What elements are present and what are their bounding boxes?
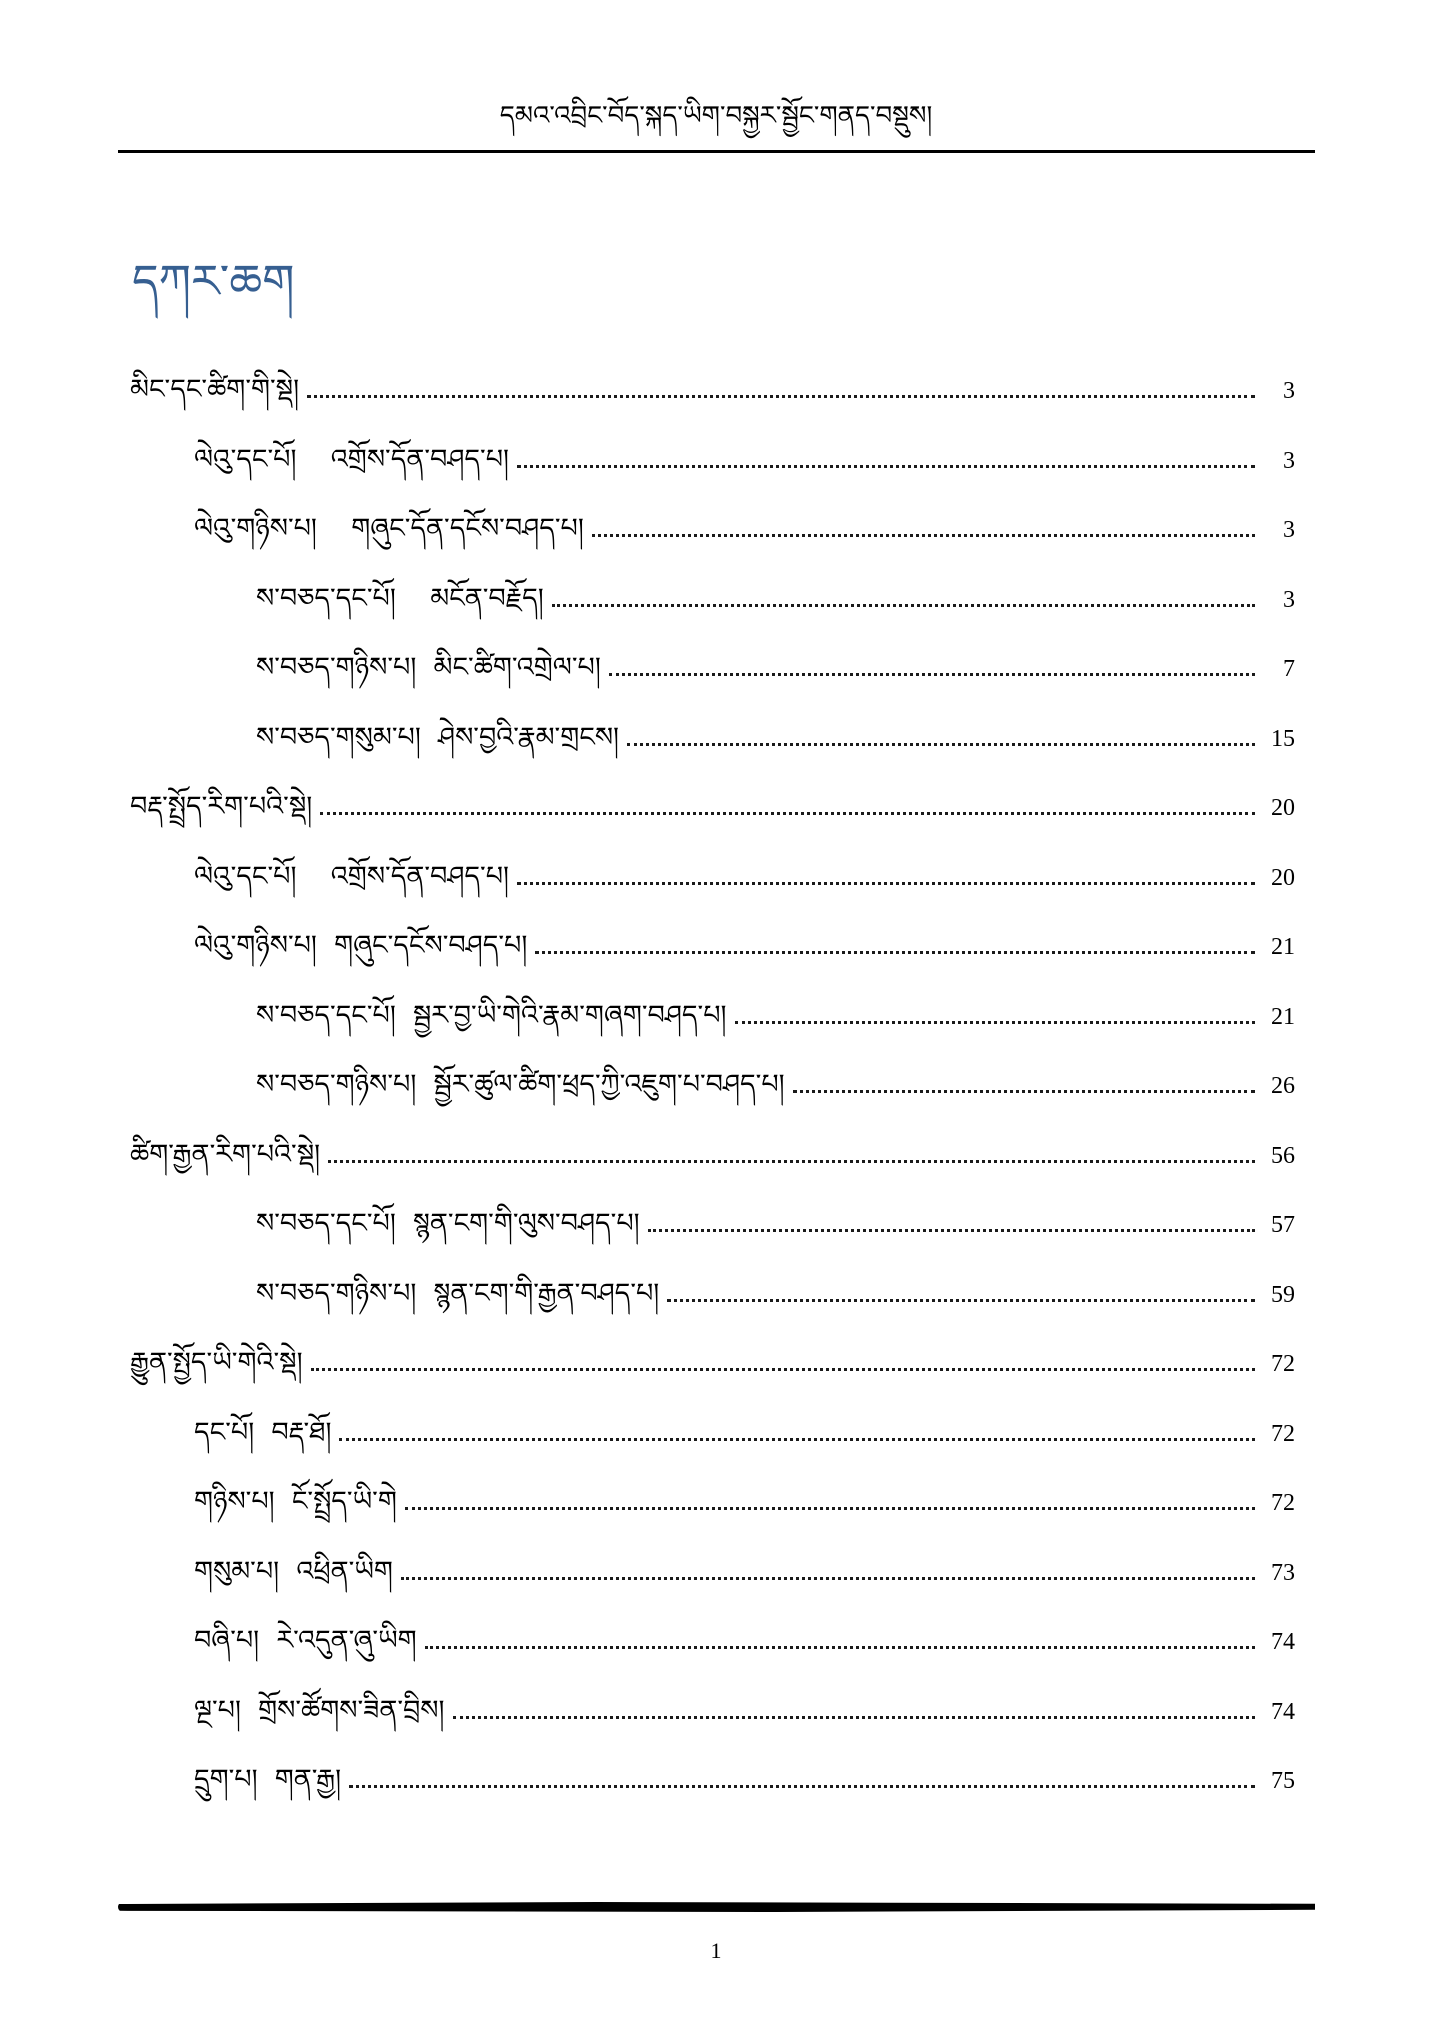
toc-entry[interactable] <box>130 998 1295 1068</box>
toc-page-number: 75 <box>1271 1768 1295 1794</box>
toc-entry[interactable] <box>130 1484 1295 1554</box>
toc-leader-dots <box>648 1228 1255 1232</box>
toc-entry[interactable] <box>130 1762 1295 1832</box>
toc-entry-label: གཉིས་པ། ངོ་སྤྲོད་ཡི་གེ <box>194 1486 397 1517</box>
header-rule-divider <box>118 150 1315 153</box>
toc-entry[interactable] <box>130 581 1295 651</box>
toc-page-number: 3 <box>1283 378 1295 404</box>
toc-entry[interactable] <box>130 859 1295 929</box>
toc-entry-label: ས་བཅད་གཉིས་པ། མིང་ཚིག་འགྲེལ་པ། <box>256 652 601 683</box>
toc-entry-label: ལྔ་པ། གྲོས་ཚོགས་ཟིན་བྲིས། <box>194 1694 445 1726</box>
toc-page-number: 57 <box>1271 1212 1295 1238</box>
running-header-title: དམའ་འབྲིང་བོད་སྐད་ཡིག་བསྐྱར་སྦྱོང་གནད་བསྡུས། <box>499 101 933 131</box>
toc-leader-dots <box>401 1576 1255 1580</box>
toc-entry-label: ས་བཅད་དང་པོ། སྦྱར་བྱ་ཡི་གེའི་རྣམ་གཞག་བཤད་པ། <box>256 999 727 1031</box>
toc-leader-dots <box>307 394 1255 398</box>
toc-entry-label: ལེའུ་དང་པོ། འགྲོས་དོན་བཤད་པ། <box>194 860 509 892</box>
toc-entry-label: དང་པོ། བརྡ་ཐོ། <box>194 1416 332 1448</box>
toc-page-number: 72 <box>1271 1490 1295 1516</box>
toc-leader-dots <box>405 1506 1255 1510</box>
toc-page-number: 7 <box>1283 656 1295 682</box>
toc-page-number: 21 <box>1271 934 1295 960</box>
toc-list <box>130 372 1295 1832</box>
toc-entry[interactable] <box>130 511 1295 581</box>
toc-leader-dots <box>311 1367 1255 1371</box>
toc-page-number: 73 <box>1271 1559 1295 1586</box>
toc-leader-dots <box>667 1298 1255 1302</box>
toc-page-number: 72 <box>1271 1420 1295 1447</box>
toc-page-number: 3 <box>1283 586 1295 613</box>
toc-leader-dots <box>592 533 1255 537</box>
toc-entry-label: མིང་དང་ཚིག་གི་སྡེ། <box>130 374 300 405</box>
toc-leader-dots <box>552 603 1255 607</box>
toc-page-number: 3 <box>1283 447 1295 474</box>
toc-page-number: 21 <box>1271 1003 1295 1030</box>
toc-entry-label: བརྡ་སྤྲོད་རིག་པའི་སྡེ། <box>130 791 313 822</box>
toc-leader-dots <box>517 464 1255 468</box>
toc-entry[interactable] <box>130 1693 1295 1763</box>
toc-entry[interactable] <box>130 928 1295 998</box>
toc-leader-dots <box>535 950 1255 954</box>
toc-page-number: 74 <box>1271 1698 1295 1725</box>
toc-entry[interactable] <box>130 650 1295 720</box>
toc-page-number: 59 <box>1271 1281 1295 1308</box>
toc-entry-label: གསུམ་པ། འཕྲིན་ཡིག <box>194 1555 393 1587</box>
toc-page-number: 56 <box>1271 1142 1295 1169</box>
toc-leader-dots <box>793 1089 1255 1093</box>
toc-leader-dots <box>339 1437 1255 1441</box>
toc-entry[interactable] <box>130 1623 1295 1693</box>
toc-entry[interactable] <box>130 789 1295 859</box>
toc-entry-label: ས་བཅད་དང་པོ། སྙན་ངག་གི་ལུས་བཤད་པ། <box>256 1208 640 1239</box>
toc-entry[interactable] <box>130 1067 1295 1137</box>
toc-page-number: 20 <box>1271 795 1295 821</box>
toc-entry-label: ལེའུ་གཉིས་པ། གཞུང་དངོས་བཤད་པ། <box>194 930 528 961</box>
footer-page-number: 1 <box>710 1938 722 1963</box>
toc-entry[interactable] <box>130 720 1295 790</box>
toc-leader-dots <box>320 811 1255 815</box>
toc-entry-label: ས་བཅད་གཉིས་པ། སྙན་ངག་གི་རྒྱན་བཤད་པ། <box>256 1277 660 1309</box>
toc-entry[interactable] <box>130 372 1295 442</box>
toc-page-number: 3 <box>1283 517 1295 543</box>
toc-leader-dots <box>349 1784 1255 1788</box>
toc-page-number: 72 <box>1271 1351 1295 1377</box>
toc-leader-dots <box>627 742 1255 746</box>
toc-page-number: 26 <box>1271 1073 1295 1099</box>
toc-entry-label: ས་བཅད་གསུམ་པ། ཤེས་བྱའི་རྣམ་གྲངས། <box>256 721 620 753</box>
toc-page-number: 20 <box>1271 864 1295 891</box>
footer-rule-bar <box>118 1902 1315 1912</box>
toc-entry-label: རྒྱུན་སྤྱོད་ཡི་གེའི་སྡེ། <box>130 1347 303 1378</box>
toc-entry-label: བཞི་པ། རེ་འདུན་ཞུ་ཡིག <box>194 1625 417 1656</box>
toc-entry-label: ལེའུ་དང་པོ། འགྲོས་དོན་བཤད་པ། <box>194 443 509 475</box>
toc-entry[interactable] <box>130 1276 1295 1346</box>
toc-entry[interactable] <box>130 442 1295 512</box>
toc-entry-label: ཚིག་རྒྱན་རིག་པའི་སྡེ། <box>130 1138 321 1170</box>
toc-entry-label: ས་བཅད་དང་པོ། མངོན་བརྗོད། <box>256 582 544 614</box>
toc-entry[interactable] <box>130 1206 1295 1276</box>
toc-entry-label: ལེའུ་གཉིས་པ། གཞུང་དོན་དངོས་བཤད་པ། <box>194 513 584 544</box>
toc-entry[interactable] <box>130 1554 1295 1624</box>
toc-page-number: 74 <box>1271 1629 1295 1655</box>
toc-leader-dots <box>328 1159 1255 1163</box>
toc-page-number: 15 <box>1271 725 1295 752</box>
toc-entry-label: ས་བཅད་གཉིས་པ། སྦྱོར་ཚུལ་ཚིག་ཕྲད་ཀྱི་འཇུག་པ་བཤད་པ། <box>256 1069 785 1100</box>
toc-entry-label: དྲུག་པ། གན་རྒྱ། <box>194 1764 342 1795</box>
toc-leader-dots <box>609 672 1255 676</box>
toc-entry[interactable] <box>130 1415 1295 1485</box>
toc-entry[interactable] <box>130 1137 1295 1207</box>
toc-title: དཀར་ཆག <box>132 254 295 308</box>
toc-leader-dots <box>517 881 1255 885</box>
toc-leader-dots <box>425 1645 1255 1649</box>
toc-leader-dots <box>453 1715 1255 1719</box>
toc-leader-dots <box>735 1020 1256 1024</box>
toc-entry[interactable] <box>130 1345 1295 1415</box>
